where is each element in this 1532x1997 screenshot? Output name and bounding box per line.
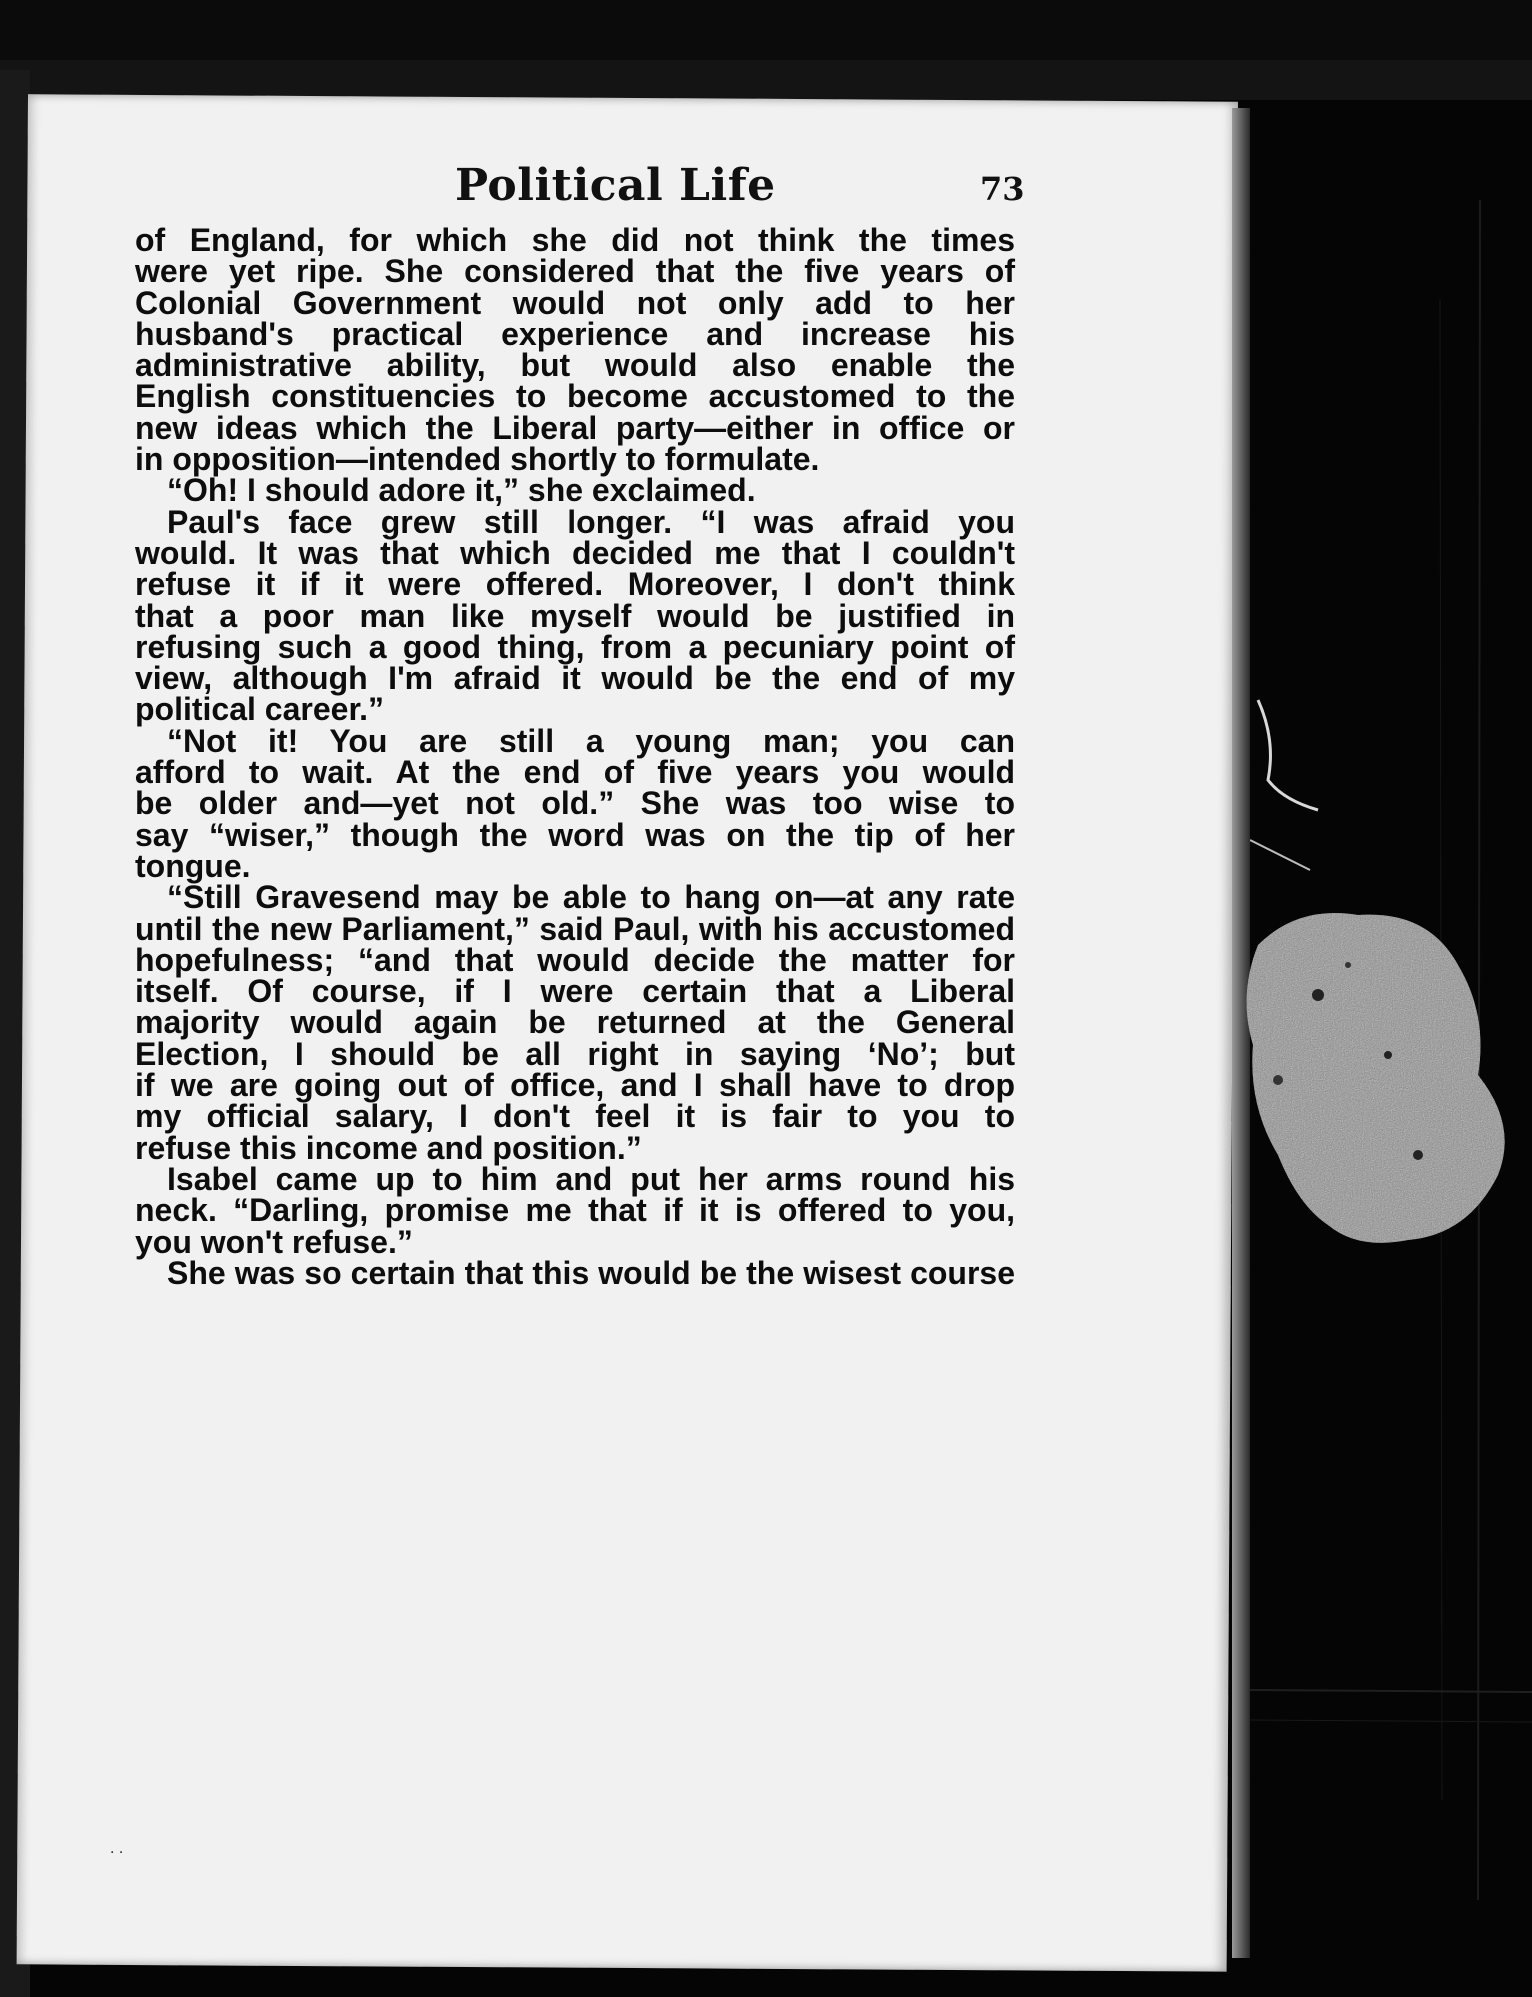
text-line: administrative ability, but would also enable the [135,347,1015,384]
text-line: my official salary, I don't feel it is fair to you to [135,1098,1015,1135]
text-line: majority would again be returned at the General [135,1004,1015,1041]
text-line: afford to wait. At the end of five years you would [135,754,1015,791]
text-line: view, although I'm afraid it would be the end of my [135,660,1015,697]
text-line: refuse it if it were offered. Moreover, I don't think [135,566,1015,603]
page-stain [1238,905,1523,1250]
text-line: “Still Gravesend may be able to hang on—at any rate [167,879,1015,916]
page-number: 73 [980,170,1025,208]
text-line: itself. Of course, if I were certain that a Liberal [135,973,1015,1010]
text-line: “Not it! You are still a young man; you can [167,722,1015,759]
body-text [135,222,1015,1291]
text-line: if we are going out of office, and I shall have to drop [135,1067,1015,1104]
text-line: Paul's face grew still longer. “I was afraid you [167,503,1015,540]
text-line: new ideas which the Liberal party—either in office or [135,409,1015,446]
text-line: Election, I should be all right in saying ‘No’; but [135,1035,1015,1072]
text-line: be older and—yet not old.” She was too wise to [135,785,1015,822]
text-line: hopefulness; “and that would decide the matter for [135,941,1015,978]
text-line: that a poor man like myself would be justified in [135,597,1015,634]
text-line: neck. “Darling, promise me that if it is offered to you, [135,1192,1015,1229]
text-line: tongue. [135,847,251,884]
text-line: refusing such a good thing, from a pecuniary point of [135,628,1015,665]
text-line: until the new Parliament,” said Paul, with his accustomed [135,910,1015,947]
text-line: husband's practical experience and increase his [135,315,1015,352]
scan-speck: · · [110,1845,124,1861]
text-line: of England, for which she did not think the times [135,222,1015,258]
page-header [0,160,1532,230]
running-title: Political Life [455,160,776,211]
text-line: political career.” [135,691,385,728]
text-line: in opposition—intended shortly to formulate. [135,441,820,478]
text-line: would. It was that which decided me that I couldn't [135,534,1015,571]
text-line: Isabel came up to him and put her arms round his [167,1160,1015,1197]
text-line: Colonial Government would not only add to her [135,284,1015,321]
text-line: refuse this income and position.” [135,1129,642,1166]
text-line: English constituencies to become accustomed to the [135,378,1015,415]
text-line: She was so certain that this would be the wisest course [167,1254,1015,1291]
text-line: say “wiser,” though the word was on the tip of her [135,816,1015,853]
text-line: “Oh! I should adore it,” she exclaimed. [167,472,756,509]
text-line: you won't refuse.” [135,1223,413,1260]
text-line: were yet ripe. She considered that the five years of [135,253,1015,290]
